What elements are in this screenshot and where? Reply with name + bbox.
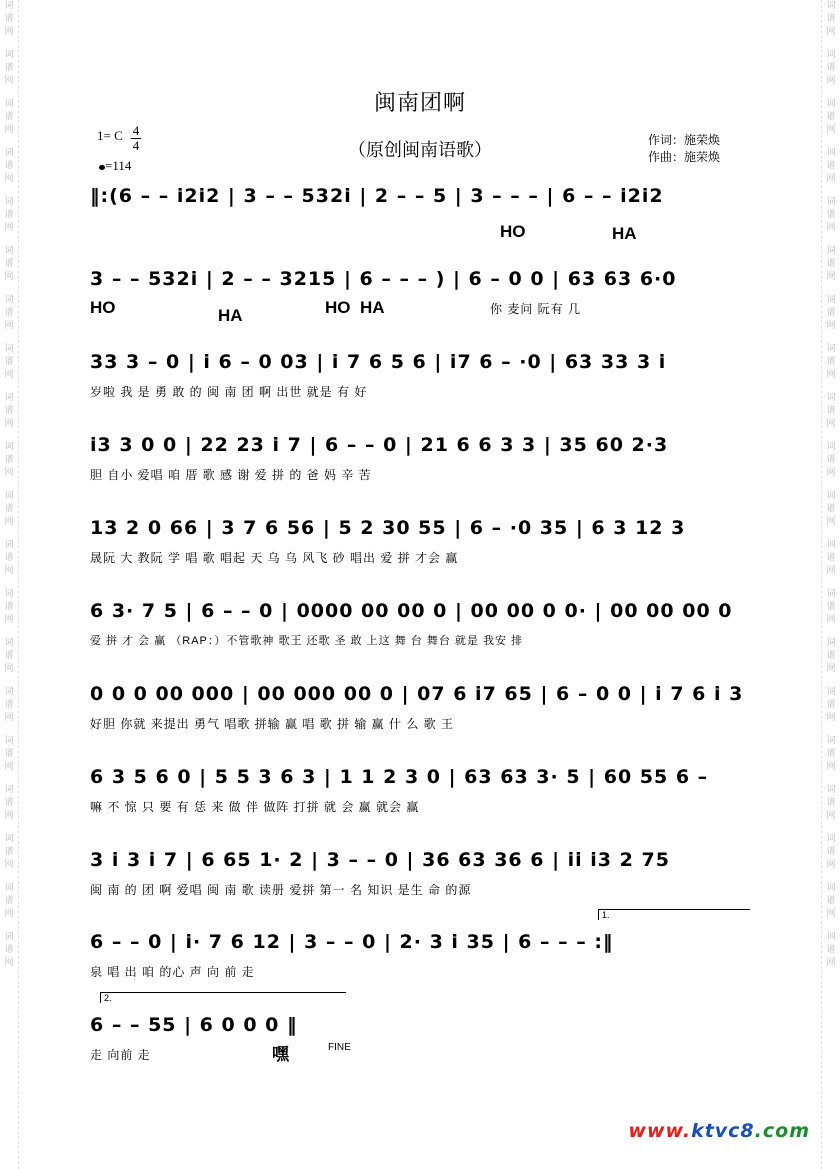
- volta-bracket-1: 1.: [598, 909, 750, 920]
- lyric-line: 你 麦问 阮有 几: [490, 302, 582, 316]
- score-row-8: [90, 766, 750, 815]
- score-row-2: [90, 268, 750, 317]
- notation-line: ‖:(6 – – i2i2 | 3 – – 532i | 2 – – 5 | 3 – – – | 6 – – i2i2: [90, 185, 664, 207]
- shout-hey: 嘿: [272, 1045, 289, 1064]
- credits: [648, 132, 720, 166]
- lyric-line: 嘛 不 惊 只 要 有 恁 来 做 伴 做阵 打拼 就 会 赢 就会 赢: [90, 800, 420, 814]
- lyric-line: 胆 自小 爱唱 咱 厝 歌 感 谢 爱 拼 的 爸 妈 辛 苦: [90, 468, 372, 482]
- edge-watermark-right: 词谱网 词谱网 词谱网 词谱网 词谱网 词谱网 词谱网 词谱网 词谱网 词谱网 词谱网 词谱网 词谱网 词谱网 词谱网 词谱网 词谱网 词谱网 词谱网 词谱网: [826, 1, 836, 968]
- notation-line: 3 i 3 i 7 | 6 65 1· 2 | 3 – – 0 | 36 63 36 6 | ii i3 2 75: [90, 849, 670, 871]
- notation-line: 6 3· 7 5 | 6 – – 0 | 0000 00 00 0 | 00 00 0 0· | 00 00 00 0: [90, 600, 733, 622]
- edge-watermark-left: 词谱网 词谱网 词谱网 词谱网 词谱网 词谱网 词谱网 词谱网 词谱网 词谱网 词谱网 词谱网 词谱网 词谱网 词谱网 词谱网 词谱网 词谱网 词谱网 词谱网: [4, 1, 14, 968]
- lyric-line: 爱 拼 才 会 赢 （RAP：）不管歌神 歌王 还歌 圣 敢 上这 舞 台 舞台 就是 我安 排: [90, 635, 524, 647]
- notation-line: 3 – – 532i | 2 – – 3215 | 6 – – – ) | 6 – 0 0 | 63 63 6·0: [90, 268, 677, 290]
- notation-line: 6 – – 0 | i· 7 6 12 | 3 – – 0 | 2· 3 i 35 | 6 – – – :‖: [90, 931, 614, 953]
- time-signature-top: 4: [132, 123, 140, 138]
- score-row-9: [90, 849, 750, 898]
- score-row-11: [90, 1014, 750, 1063]
- composer: 作曲：施荣焕: [648, 150, 721, 164]
- score-row-5: [90, 517, 750, 566]
- notation-line: 0 0 0 00 000 | 00 000 00 0 | 07 6 i7 65 | 6 – 0 0 | i 7 6 i 3: [90, 683, 744, 705]
- score-row-4: [90, 434, 750, 483]
- lyricist: 作词：施荣焕: [648, 133, 721, 147]
- lyric-line: 岁啦 我 是 勇 敢 的 闽 南 团 啊 出世 就是 有 好: [90, 385, 368, 399]
- volta-bracket-2: 2.: [100, 992, 346, 1003]
- score-row-7: [90, 683, 750, 732]
- site-watermark: www.ktvc8.com: [628, 1120, 810, 1142]
- lyric-line: 晟阮 大 教阮 学 唱 歌 唱起 天 乌 乌 风飞 砂 唱出 爱 拼 才会 赢: [90, 551, 459, 565]
- song-title: 闽南团啊: [373, 90, 466, 115]
- notation-line: 6 – – 55 | 6 0 0 0 ‖: [90, 1014, 298, 1036]
- shout-label: HO: [90, 298, 116, 317]
- notation-line: 13 2 0 66 | 3 7 6 56 | 5 2 30 55 | 6 – ·0 35 | 6 3 12 3: [90, 517, 686, 539]
- shout-label: HA: [612, 224, 637, 243]
- time-signature-bottom: 4: [132, 138, 140, 153]
- song-subtitle: （原创闽南语歌）: [348, 140, 492, 160]
- shout-label: HO: [500, 222, 526, 241]
- notation-line: i3 3 0 0 | 22 23 i 7 | 6 – – 0 | 21 6 6 3 3 | 35 60 2·3: [90, 434, 669, 456]
- score-row-10: [90, 931, 750, 980]
- tempo-marking: =114: [99, 158, 131, 174]
- key-signature: 1= C: [97, 128, 123, 143]
- time-signature: [131, 124, 141, 153]
- lyric-line: 走 向前 走: [90, 1048, 151, 1062]
- shout-label: HA: [360, 298, 385, 317]
- notation-line: 6 3 5 6 0 | 5 5 3 6 3 | 1 1 2 3 0 | 63 63 3· 5 | 60 55 6 –: [90, 766, 709, 788]
- fine-marking: FINE: [328, 1042, 351, 1053]
- lyric-line: 闽 南 的 团 啊 爱唱 闽 南 歌 读册 爱拼 第一 名 知识 是生 命 的源: [90, 883, 472, 897]
- notation-line: 33 3 – 0 | i 6 – 0 03 | i 7 6 5 6 | i7 6 – ·0 | 63 33 3 i: [90, 351, 667, 373]
- score-row-3: [90, 351, 750, 400]
- lyric-line: 泉 唱 出 咱 的心 声 向 前 走: [90, 965, 255, 979]
- shout-label: HA: [218, 306, 243, 325]
- lyric-line: 好胆 你就 来提出 勇气 唱歌 拼输 赢 唱 歌 拼 输 赢 什 么 歌 王: [90, 717, 455, 731]
- score-row-6: [90, 600, 750, 648]
- score-row-1: [90, 185, 750, 217]
- shout-label: HO: [325, 298, 351, 317]
